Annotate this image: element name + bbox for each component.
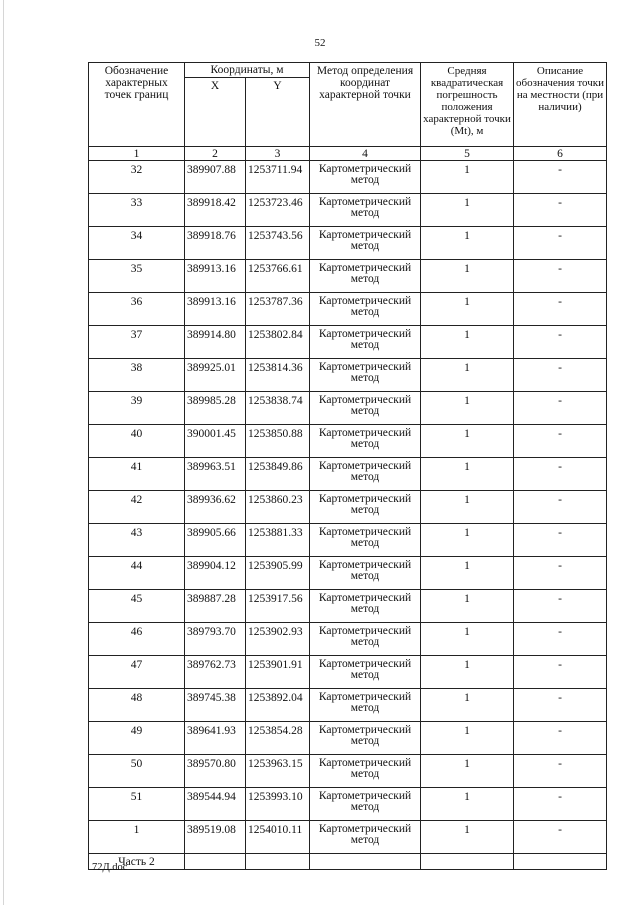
column-number: 5 xyxy=(421,147,514,161)
header-x: X xyxy=(185,78,246,147)
point-number-cell: 38 xyxy=(89,359,185,392)
empty-cell xyxy=(310,854,421,870)
method-cell: Картометрический метод xyxy=(310,194,421,227)
error-cell: 1 xyxy=(421,161,514,194)
coord-y-cell: 1253802.84 xyxy=(246,326,310,359)
coord-x-cell: 389913.16 xyxy=(185,260,246,293)
error-cell: 1 xyxy=(421,722,514,755)
coord-y-cell: 1253814.36 xyxy=(246,359,310,392)
method-cell: Картометрический метод xyxy=(310,260,421,293)
error-cell: 1 xyxy=(421,821,514,854)
table-row xyxy=(89,425,607,458)
description-cell: - xyxy=(514,821,607,854)
error-cell: 1 xyxy=(421,293,514,326)
coord-x-cell: 389963.51 xyxy=(185,458,246,491)
error-cell: 1 xyxy=(421,524,514,557)
error-cell: 1 xyxy=(421,590,514,623)
column-number: 2 xyxy=(185,147,246,161)
coord-y-cell: 1253849.86 xyxy=(246,458,310,491)
table-row xyxy=(89,788,607,821)
coord-y-cell: 1253850.88 xyxy=(246,425,310,458)
table-row xyxy=(89,821,607,854)
method-cell: Картометрический метод xyxy=(310,161,421,194)
table-row xyxy=(89,689,607,722)
description-cell: - xyxy=(514,194,607,227)
description-cell: - xyxy=(514,161,607,194)
method-cell: Картометрический метод xyxy=(310,557,421,590)
header-y: Y xyxy=(246,78,310,147)
coord-x-cell: 389745.38 xyxy=(185,689,246,722)
method-cell: Картометрический метод xyxy=(310,326,421,359)
point-number-cell: 37 xyxy=(89,326,185,359)
description-cell: - xyxy=(514,623,607,656)
coord-x-cell: 389887.28 xyxy=(185,590,246,623)
header-designation: Обозначение характерных точек границ xyxy=(89,63,185,147)
coord-x-cell: 389914.80 xyxy=(185,326,246,359)
method-cell: Картометрический метод xyxy=(310,293,421,326)
table-row xyxy=(89,524,607,557)
description-cell: - xyxy=(514,755,607,788)
description-cell: - xyxy=(514,524,607,557)
description-cell: - xyxy=(514,656,607,689)
coord-y-cell: 1253881.33 xyxy=(246,524,310,557)
coord-y-cell: 1253917.56 xyxy=(246,590,310,623)
error-cell: 1 xyxy=(421,359,514,392)
point-number-cell: 51 xyxy=(89,788,185,821)
table-row xyxy=(89,194,607,227)
header-row-1 xyxy=(89,63,607,78)
table-row xyxy=(89,722,607,755)
coord-y-cell: 1253901.91 xyxy=(246,656,310,689)
coordinates-table xyxy=(88,62,607,870)
coord-x-cell: 389793.70 xyxy=(185,623,246,656)
point-number-cell: 35 xyxy=(89,260,185,293)
error-cell: 1 xyxy=(421,689,514,722)
method-cell: Картометрический метод xyxy=(310,656,421,689)
empty-cell xyxy=(514,854,607,870)
part-row xyxy=(89,854,607,870)
header-method: Метод определения координат характерной точки xyxy=(310,63,421,147)
point-number-cell: 1 xyxy=(89,821,185,854)
column-number: 1 xyxy=(89,147,185,161)
table-row xyxy=(89,623,607,656)
method-cell: Картометрический метод xyxy=(310,359,421,392)
error-cell: 1 xyxy=(421,425,514,458)
error-cell: 1 xyxy=(421,788,514,821)
error-cell: 1 xyxy=(421,656,514,689)
point-number-cell: 32 xyxy=(89,161,185,194)
coord-x-cell: 390001.45 xyxy=(185,425,246,458)
description-cell: - xyxy=(514,392,607,425)
point-number-cell: 36 xyxy=(89,293,185,326)
coord-y-cell: 1253963.15 xyxy=(246,755,310,788)
error-cell: 1 xyxy=(421,623,514,656)
column-number: 6 xyxy=(514,147,607,161)
method-cell: Картометрический метод xyxy=(310,788,421,821)
description-cell: - xyxy=(514,788,607,821)
table-row xyxy=(89,260,607,293)
error-cell: 1 xyxy=(421,260,514,293)
table-row xyxy=(89,590,607,623)
point-number-cell: 50 xyxy=(89,755,185,788)
point-number-cell: 49 xyxy=(89,722,185,755)
error-cell: 1 xyxy=(421,326,514,359)
header-description: Описание обозначения точки на местности (при наличии) xyxy=(514,63,607,147)
column-number: 3 xyxy=(246,147,310,161)
coord-y-cell: 1253892.04 xyxy=(246,689,310,722)
column-number: 4 xyxy=(310,147,421,161)
error-cell: 1 xyxy=(421,227,514,260)
description-cell: - xyxy=(514,260,607,293)
method-cell: Картометрический метод xyxy=(310,524,421,557)
coord-x-cell: 389544.94 xyxy=(185,788,246,821)
coord-x-cell: 389913.16 xyxy=(185,293,246,326)
page-number: 52 xyxy=(314,37,326,49)
method-cell: Картометрический метод xyxy=(310,458,421,491)
coord-y-cell: 1253902.93 xyxy=(246,623,310,656)
coord-x-cell: 389641.93 xyxy=(185,722,246,755)
method-cell: Картометрический метод xyxy=(310,227,421,260)
point-number-cell: 48 xyxy=(89,689,185,722)
coord-y-cell: 1253854.28 xyxy=(246,722,310,755)
method-cell: Картометрический метод xyxy=(310,722,421,755)
table-row xyxy=(89,359,607,392)
method-cell: Картометрический метод xyxy=(310,755,421,788)
table-row xyxy=(89,656,607,689)
point-number-cell: 47 xyxy=(89,656,185,689)
coord-y-cell: 1253838.74 xyxy=(246,392,310,425)
table-row xyxy=(89,293,607,326)
point-number-cell: 41 xyxy=(89,458,185,491)
empty-cell xyxy=(421,854,514,870)
method-cell: Картометрический метод xyxy=(310,689,421,722)
table-row xyxy=(89,227,607,260)
point-number-cell: 44 xyxy=(89,557,185,590)
coord-y-cell: 1253905.99 xyxy=(246,557,310,590)
description-cell: - xyxy=(514,689,607,722)
error-cell: 1 xyxy=(421,392,514,425)
table-body xyxy=(89,161,607,854)
part-label: Часть 2 xyxy=(89,854,185,870)
point-number-cell: 39 xyxy=(89,392,185,425)
description-cell: - xyxy=(514,326,607,359)
point-number-cell: 42 xyxy=(89,491,185,524)
method-cell: Картометрический метод xyxy=(310,590,421,623)
coord-y-cell: 1253723.46 xyxy=(246,194,310,227)
error-cell: 1 xyxy=(421,755,514,788)
coord-y-cell: 1253743.56 xyxy=(246,227,310,260)
coord-x-cell: 389918.42 xyxy=(185,194,246,227)
coord-y-cell: 1253711.94 xyxy=(246,161,310,194)
header-coordinates: Координаты, м xyxy=(185,63,310,78)
empty-cell xyxy=(185,854,246,870)
error-cell: 1 xyxy=(421,458,514,491)
point-number-cell: 43 xyxy=(89,524,185,557)
table-row xyxy=(89,458,607,491)
coord-x-cell: 389936.62 xyxy=(185,491,246,524)
description-cell: - xyxy=(514,557,607,590)
table-row xyxy=(89,392,607,425)
coord-x-cell: 389907.88 xyxy=(185,161,246,194)
error-cell: 1 xyxy=(421,557,514,590)
point-number-cell: 33 xyxy=(89,194,185,227)
coord-y-cell: 1253766.61 xyxy=(246,260,310,293)
table-row xyxy=(89,326,607,359)
coord-x-cell: 389918.76 xyxy=(185,227,246,260)
coord-x-cell: 389519.08 xyxy=(185,821,246,854)
description-cell: - xyxy=(514,722,607,755)
description-cell: - xyxy=(514,590,607,623)
point-number-cell: 45 xyxy=(89,590,185,623)
coord-y-cell: 1254010.11 xyxy=(246,821,310,854)
empty-cell xyxy=(246,854,310,870)
coord-x-cell: 389762.73 xyxy=(185,656,246,689)
point-number-cell: 40 xyxy=(89,425,185,458)
column-number-row xyxy=(89,147,607,161)
table-row xyxy=(89,755,607,788)
method-cell: Картометрический метод xyxy=(310,821,421,854)
point-number-cell: 46 xyxy=(89,623,185,656)
coord-x-cell: 389905.66 xyxy=(185,524,246,557)
method-cell: Картометрический метод xyxy=(310,425,421,458)
error-cell: 1 xyxy=(421,491,514,524)
coord-x-cell: 389904.12 xyxy=(185,557,246,590)
coord-y-cell: 1253860.23 xyxy=(246,491,310,524)
coord-y-cell: 1253787.36 xyxy=(246,293,310,326)
coord-y-cell: 1253993.10 xyxy=(246,788,310,821)
point-number-cell: 34 xyxy=(89,227,185,260)
table-row xyxy=(89,491,607,524)
file-name: 72Д.doc xyxy=(92,862,128,873)
header-error: Средняя квадратическая погрешность положения характерной точки (Mt), м xyxy=(421,63,514,147)
description-cell: - xyxy=(514,359,607,392)
description-cell: - xyxy=(514,293,607,326)
description-cell: - xyxy=(514,458,607,491)
description-cell: - xyxy=(514,425,607,458)
method-cell: Картометрический метод xyxy=(310,392,421,425)
method-cell: Картометрический метод xyxy=(310,491,421,524)
coord-x-cell: 389570.80 xyxy=(185,755,246,788)
coord-x-cell: 389925.01 xyxy=(185,359,246,392)
coord-x-cell: 389985.28 xyxy=(185,392,246,425)
table-row xyxy=(89,557,607,590)
description-cell: - xyxy=(514,227,607,260)
scan-edge-line xyxy=(3,0,4,905)
table-row xyxy=(89,161,607,194)
description-cell: - xyxy=(514,491,607,524)
method-cell: Картометрический метод xyxy=(310,623,421,656)
error-cell: 1 xyxy=(421,194,514,227)
